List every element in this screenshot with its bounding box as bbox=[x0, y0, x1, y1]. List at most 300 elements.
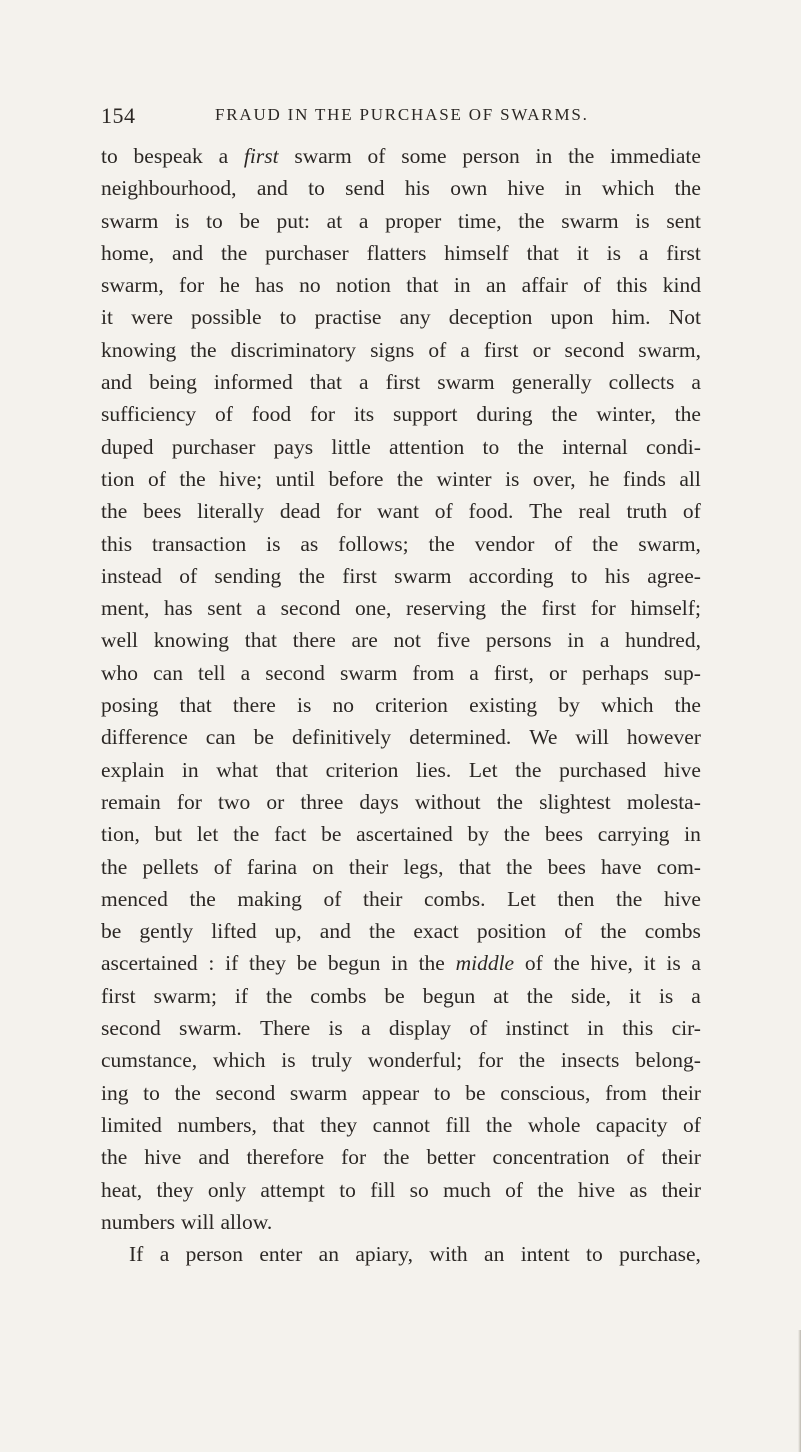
word: sending bbox=[214, 563, 282, 588]
word: second bbox=[101, 1016, 161, 1041]
word: the bbox=[674, 402, 701, 427]
body-text bbox=[101, 140, 701, 1270]
word: lies. bbox=[416, 757, 452, 782]
word: that bbox=[179, 693, 212, 718]
word: any bbox=[399, 305, 431, 330]
text-line bbox=[101, 754, 701, 786]
word: their bbox=[661, 1177, 701, 1202]
word: in bbox=[391, 951, 408, 976]
word: swarm, bbox=[101, 273, 164, 298]
word: a bbox=[218, 144, 229, 168]
word: to bbox=[143, 1080, 160, 1105]
word: transaction bbox=[151, 531, 247, 556]
text-line bbox=[101, 269, 701, 301]
word: the bbox=[266, 983, 293, 1008]
word: intent bbox=[520, 1242, 570, 1267]
text-line bbox=[101, 301, 701, 333]
word: it bbox=[643, 951, 656, 976]
word: real bbox=[578, 499, 611, 524]
word: persons bbox=[485, 628, 552, 653]
word: hive bbox=[144, 1145, 182, 1170]
word: display bbox=[388, 1016, 452, 1041]
word: ing bbox=[101, 1080, 129, 1105]
word: of bbox=[323, 886, 342, 911]
text-line bbox=[101, 883, 701, 915]
word: Let bbox=[468, 757, 498, 782]
word: informed bbox=[213, 370, 293, 395]
word: from bbox=[412, 660, 455, 685]
word: three bbox=[300, 789, 344, 814]
word: therefore bbox=[246, 1145, 325, 1170]
word: of bbox=[213, 854, 232, 879]
word: cannot bbox=[372, 1112, 430, 1137]
word: tell bbox=[198, 660, 226, 685]
word: all bbox=[679, 466, 701, 491]
word: combs. bbox=[424, 886, 486, 911]
text-line bbox=[101, 851, 701, 883]
word: the bbox=[518, 1048, 546, 1073]
word: upon bbox=[550, 305, 594, 330]
word: according bbox=[468, 563, 554, 588]
word: posing bbox=[101, 693, 159, 718]
word: a bbox=[460, 337, 470, 362]
word: there bbox=[292, 628, 336, 653]
word: if bbox=[225, 951, 239, 976]
word: difference bbox=[101, 725, 188, 750]
word: are bbox=[351, 628, 378, 653]
word: the bbox=[189, 886, 216, 911]
word: bespeak bbox=[133, 144, 203, 168]
word: fact bbox=[274, 822, 307, 847]
word: in bbox=[567, 628, 585, 653]
word: the bbox=[674, 176, 701, 201]
word: of bbox=[434, 499, 453, 524]
word: We bbox=[529, 725, 558, 750]
word: of bbox=[564, 919, 583, 944]
text-line bbox=[101, 463, 701, 495]
word: has bbox=[163, 596, 193, 621]
word: but bbox=[154, 822, 183, 847]
word: is bbox=[266, 531, 281, 556]
word: the bbox=[674, 693, 701, 718]
word: for bbox=[590, 596, 616, 621]
word: swarm; bbox=[153, 983, 217, 1008]
word: can bbox=[153, 660, 183, 685]
word: an bbox=[485, 273, 507, 298]
word: the bbox=[101, 854, 128, 879]
word: which bbox=[212, 1048, 266, 1073]
word: that bbox=[526, 240, 559, 265]
text-line bbox=[101, 1141, 701, 1173]
word: apiary, bbox=[355, 1242, 414, 1267]
word: of bbox=[505, 1177, 524, 1202]
word: wonderful; bbox=[367, 1048, 463, 1073]
text-line bbox=[101, 689, 701, 721]
word: slightest bbox=[539, 789, 611, 814]
word: determined. bbox=[409, 725, 512, 750]
word: com- bbox=[656, 854, 701, 879]
word: cumstance, bbox=[101, 1048, 198, 1073]
word: numbers bbox=[101, 1209, 176, 1234]
word: be bbox=[384, 983, 405, 1008]
word: his bbox=[404, 176, 430, 201]
word: is bbox=[296, 693, 312, 718]
word: proper bbox=[385, 208, 442, 233]
word: the bbox=[616, 886, 643, 911]
word: as bbox=[300, 531, 319, 556]
text-line bbox=[101, 1206, 701, 1238]
word: farina bbox=[246, 854, 298, 879]
word: or bbox=[532, 337, 551, 362]
word: first bbox=[666, 240, 701, 265]
word: existing bbox=[469, 693, 538, 718]
word: their bbox=[661, 1080, 701, 1105]
word: vendor bbox=[474, 531, 535, 556]
word: their bbox=[661, 1145, 701, 1170]
word: swarm bbox=[294, 144, 352, 168]
word: combs bbox=[310, 983, 367, 1008]
page-header bbox=[101, 103, 703, 133]
word: remain bbox=[101, 789, 161, 814]
word: the bbox=[551, 402, 578, 427]
word: hive, bbox=[590, 951, 633, 976]
word: winter, bbox=[596, 402, 656, 427]
word: time, bbox=[457, 208, 502, 233]
text-line bbox=[101, 786, 701, 818]
word: with bbox=[429, 1242, 468, 1267]
word: limited bbox=[101, 1112, 162, 1137]
word: food. bbox=[468, 499, 514, 524]
text-line bbox=[101, 1174, 701, 1206]
word: making bbox=[237, 886, 302, 911]
word: of bbox=[179, 563, 198, 588]
word: two bbox=[217, 789, 251, 814]
text-line bbox=[101, 624, 701, 656]
word: first bbox=[385, 370, 421, 395]
word: to bbox=[570, 563, 588, 588]
word: home, bbox=[101, 240, 155, 265]
word: without bbox=[414, 789, 481, 814]
text-line bbox=[101, 172, 701, 204]
word: hive; bbox=[219, 466, 263, 491]
word: him. bbox=[611, 305, 651, 330]
word: which bbox=[600, 693, 654, 718]
word: then bbox=[557, 886, 595, 911]
word: the bbox=[518, 208, 545, 233]
word: fill bbox=[445, 1112, 471, 1137]
word: carrying bbox=[597, 822, 670, 847]
word: there bbox=[232, 693, 276, 718]
word: ascertained bbox=[101, 951, 198, 976]
word: dead bbox=[279, 499, 321, 524]
word: discriminatory bbox=[230, 337, 357, 362]
word: swarm bbox=[339, 660, 398, 685]
word: If bbox=[129, 1242, 144, 1267]
word: perhaps bbox=[581, 660, 649, 685]
word: of bbox=[367, 144, 386, 168]
word: their bbox=[348, 854, 389, 879]
word: be bbox=[465, 1080, 486, 1105]
word: what bbox=[216, 757, 259, 782]
word: flatters bbox=[366, 240, 427, 265]
word: literally bbox=[197, 499, 265, 524]
word: which bbox=[601, 176, 655, 201]
word: over, bbox=[532, 466, 576, 491]
text-line bbox=[101, 1238, 701, 1270]
word: that bbox=[458, 854, 491, 879]
word: an bbox=[484, 1242, 505, 1267]
word: a bbox=[240, 660, 251, 685]
word: of bbox=[626, 1145, 645, 1170]
word: tion bbox=[101, 466, 135, 491]
word: legs, bbox=[403, 854, 444, 879]
word: the bbox=[515, 757, 542, 782]
word: middle bbox=[455, 951, 515, 976]
word: well bbox=[101, 628, 139, 653]
word: ascertained bbox=[356, 822, 453, 847]
word: neighbourhood, bbox=[101, 176, 237, 201]
word: until bbox=[275, 466, 316, 491]
word: and bbox=[101, 370, 133, 395]
text-line bbox=[101, 657, 701, 689]
word: position bbox=[476, 919, 547, 944]
word: no bbox=[299, 273, 321, 298]
word: the bbox=[568, 144, 595, 168]
word: be bbox=[101, 919, 122, 944]
word: it bbox=[101, 305, 113, 330]
text-line bbox=[101, 366, 701, 398]
word: is bbox=[635, 208, 650, 233]
word: has bbox=[255, 273, 284, 298]
word: possible bbox=[191, 305, 262, 330]
word: to bbox=[339, 1177, 356, 1202]
word: is bbox=[505, 466, 520, 491]
word: : bbox=[208, 951, 215, 976]
word: be bbox=[239, 208, 260, 233]
word: a bbox=[469, 660, 479, 685]
word: much bbox=[443, 1177, 491, 1202]
word: being bbox=[149, 370, 197, 395]
word: or bbox=[266, 789, 285, 814]
text-line bbox=[101, 721, 701, 753]
word: the bbox=[506, 854, 533, 879]
word: its bbox=[353, 402, 375, 427]
word: allow. bbox=[220, 1209, 273, 1234]
word: want bbox=[377, 499, 419, 524]
word: the bbox=[418, 951, 445, 976]
word: menced bbox=[101, 886, 168, 911]
word: in bbox=[535, 144, 553, 168]
word: internal bbox=[562, 434, 628, 459]
word: second bbox=[564, 337, 625, 362]
word: however bbox=[626, 725, 701, 750]
word: deception bbox=[448, 305, 533, 330]
word: a bbox=[358, 208, 369, 233]
word: hundred, bbox=[625, 628, 701, 653]
word: for bbox=[176, 789, 202, 814]
word: a bbox=[159, 1242, 170, 1267]
word: swarm bbox=[394, 563, 452, 588]
word: the bbox=[101, 1145, 128, 1170]
word: he bbox=[589, 466, 610, 491]
word: is bbox=[175, 208, 190, 233]
word: and bbox=[172, 240, 204, 265]
word: an bbox=[318, 1242, 339, 1267]
word: they bbox=[320, 1112, 358, 1137]
word: a bbox=[256, 596, 267, 621]
word: and bbox=[256, 176, 288, 201]
word: for bbox=[179, 273, 205, 298]
word: it bbox=[629, 983, 641, 1008]
word: own bbox=[450, 176, 488, 201]
word: Not bbox=[668, 305, 701, 330]
word: lifted bbox=[211, 919, 257, 944]
word: and bbox=[319, 919, 351, 944]
word: instinct bbox=[505, 1016, 569, 1041]
word: in bbox=[181, 757, 199, 782]
word: during bbox=[476, 402, 533, 427]
word: that bbox=[275, 757, 308, 782]
word: to bbox=[206, 208, 223, 233]
word: ment, bbox=[101, 596, 150, 621]
word: explain bbox=[101, 757, 165, 782]
word: himself bbox=[444, 240, 509, 265]
word: side, bbox=[571, 983, 612, 1008]
word: the bbox=[190, 337, 217, 362]
word: pays bbox=[273, 434, 314, 459]
text-line bbox=[101, 528, 701, 560]
word: the bbox=[553, 951, 580, 976]
word: practise bbox=[314, 305, 382, 330]
word: for bbox=[341, 1145, 367, 1170]
word: the bbox=[496, 789, 523, 814]
text-line bbox=[101, 818, 701, 850]
word: is bbox=[281, 1048, 296, 1073]
word: in bbox=[453, 273, 471, 298]
text-line bbox=[101, 205, 701, 237]
word: in bbox=[587, 1016, 604, 1041]
word: it bbox=[576, 240, 589, 265]
word: notion bbox=[335, 273, 391, 298]
word: of bbox=[214, 402, 233, 427]
word: attempt bbox=[260, 1177, 325, 1202]
word: can bbox=[205, 725, 236, 750]
word: that bbox=[272, 1112, 305, 1137]
word: attention bbox=[389, 434, 465, 459]
word: to bbox=[482, 434, 500, 459]
word: the bbox=[503, 822, 531, 847]
word: is bbox=[328, 1016, 343, 1041]
word: swarm bbox=[289, 1080, 348, 1105]
word: of bbox=[554, 531, 573, 556]
word: be bbox=[253, 725, 274, 750]
word: truly bbox=[311, 1048, 353, 1073]
word: days bbox=[359, 789, 399, 814]
word: the bbox=[396, 466, 424, 491]
word: person bbox=[185, 1242, 243, 1267]
word: this bbox=[616, 273, 648, 298]
word: collects bbox=[608, 370, 675, 395]
word: a bbox=[691, 983, 701, 1008]
word: of bbox=[682, 1112, 701, 1137]
word: fill bbox=[370, 1177, 396, 1202]
word: their bbox=[363, 886, 403, 911]
word: is bbox=[606, 240, 621, 265]
word: one, bbox=[354, 596, 392, 621]
word: finds bbox=[622, 466, 666, 491]
word: at bbox=[493, 983, 509, 1008]
word: some bbox=[401, 144, 447, 168]
word: to bbox=[101, 144, 118, 168]
word: duped bbox=[101, 434, 154, 459]
text-line bbox=[101, 915, 701, 947]
page-number: 154 bbox=[101, 103, 136, 128]
word: bees bbox=[544, 822, 584, 847]
word: for bbox=[477, 1048, 504, 1073]
word: bees bbox=[143, 499, 182, 524]
word: on bbox=[312, 854, 334, 879]
word: swarm, bbox=[638, 337, 701, 362]
word: heat, bbox=[101, 1177, 143, 1202]
word: Let bbox=[507, 886, 536, 911]
word: is bbox=[666, 951, 681, 976]
word: first bbox=[243, 144, 279, 168]
word: enter bbox=[259, 1242, 303, 1267]
text-line bbox=[101, 237, 701, 269]
word: they bbox=[156, 1177, 194, 1202]
text-line bbox=[101, 592, 701, 624]
word: tion, bbox=[101, 822, 140, 847]
text-line bbox=[101, 1012, 701, 1044]
word: this bbox=[622, 1016, 654, 1041]
word: food bbox=[251, 402, 292, 427]
word: the bbox=[600, 919, 627, 944]
word: a bbox=[691, 951, 701, 976]
word: the bbox=[179, 466, 206, 491]
word: in bbox=[564, 176, 582, 201]
word: this bbox=[101, 531, 133, 556]
word: put: bbox=[276, 208, 310, 233]
word: that bbox=[309, 370, 342, 395]
word: at bbox=[326, 208, 343, 233]
word: The bbox=[529, 499, 563, 524]
word: let bbox=[196, 822, 219, 847]
word: combs bbox=[644, 919, 701, 944]
word: were bbox=[131, 305, 173, 330]
word: only bbox=[207, 1177, 247, 1202]
word: criterion bbox=[325, 757, 399, 782]
word: kind bbox=[662, 273, 701, 298]
word: There bbox=[260, 1016, 311, 1041]
word: the bbox=[174, 1080, 201, 1105]
word: swarm, bbox=[638, 531, 701, 556]
word: to bbox=[308, 176, 325, 201]
word: the bbox=[592, 531, 619, 556]
word: first bbox=[483, 337, 519, 362]
word: have bbox=[601, 854, 642, 879]
word: purchaser bbox=[171, 434, 256, 459]
word: sent bbox=[666, 208, 701, 233]
word: bees bbox=[547, 854, 586, 879]
word: for bbox=[336, 499, 362, 524]
word: the bbox=[537, 1177, 564, 1202]
word: support bbox=[393, 402, 458, 427]
word: send bbox=[345, 176, 385, 201]
word: purchase, bbox=[619, 1242, 701, 1267]
word: first bbox=[101, 983, 136, 1008]
word: from bbox=[605, 1080, 647, 1105]
word: purchaser bbox=[265, 240, 349, 265]
